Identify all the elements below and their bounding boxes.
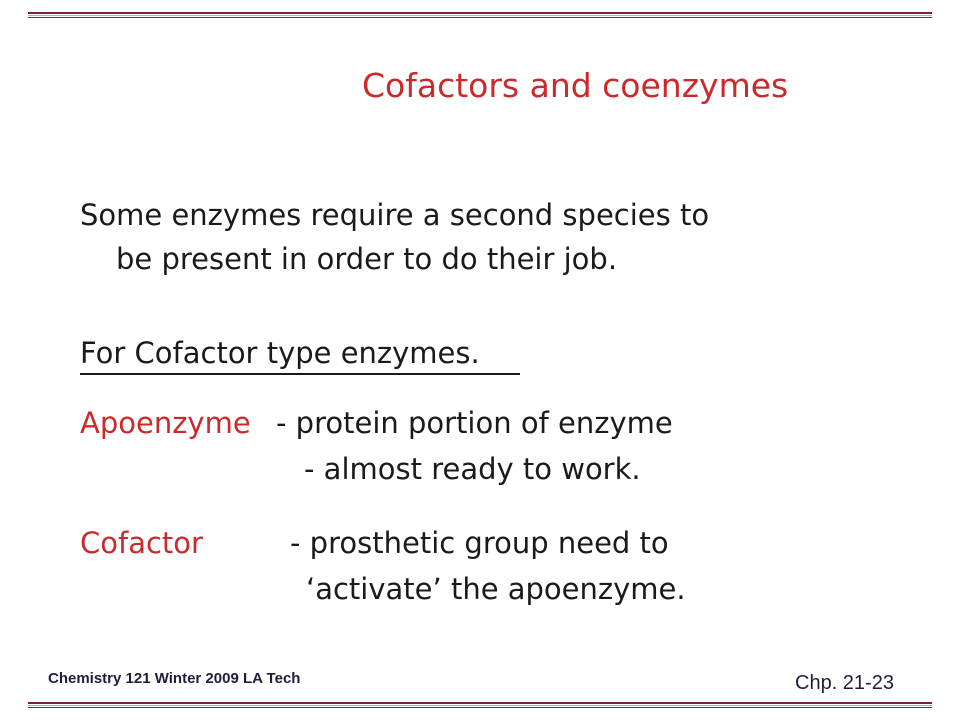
section-heading: For Cofactor type enzymes. — [80, 336, 480, 370]
intro-line-1: Some enzymes require a second species to — [80, 198, 710, 232]
cofactor-definition-2: ‘activate’ the apoenzyme. — [306, 572, 686, 606]
slide-title: Cofactors and coenzymes — [362, 66, 789, 105]
top-rule — [28, 12, 932, 18]
term-cofactor: Cofactor — [80, 526, 203, 560]
intro-line-2: be present in order to do their job. — [116, 242, 618, 276]
section-heading-underline — [80, 373, 520, 375]
cofactor-definition-1: - prosthetic group need to — [290, 526, 669, 560]
bottom-rule — [28, 702, 932, 708]
apoenzyme-definition-1: - protein portion of enzyme — [276, 406, 673, 440]
footer-course: Chemistry 121 Winter 2009 LA Tech — [48, 670, 301, 687]
footer-chapter: Chp. 21-23 — [795, 672, 894, 694]
apoenzyme-definition-2: - almost ready to work. — [304, 452, 641, 486]
term-apoenzyme: Apoenzyme — [80, 406, 251, 440]
